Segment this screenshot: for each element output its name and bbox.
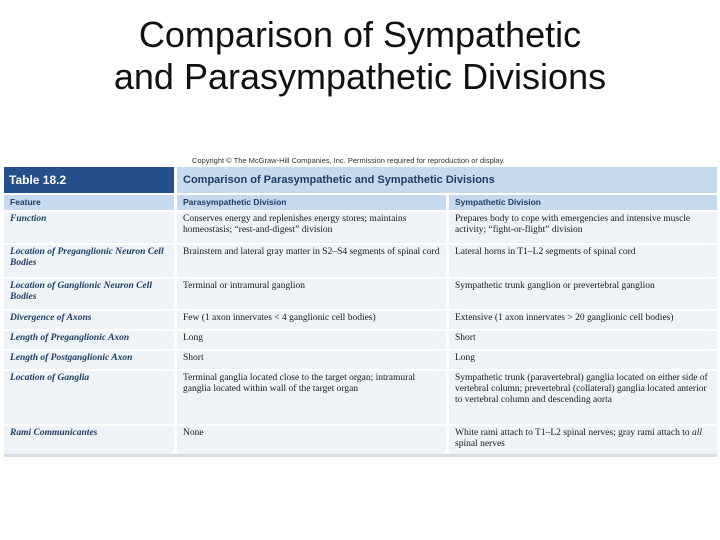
parasympathetic-cell: Brainstem and lateral gray matter in S2–S4 segments of spinal cord [174, 243, 446, 277]
sympathetic-cell: Sympathetic trunk (paravertebral) ganglia located on either side of vertebral column; prevertebral (collateral) ganglia located anterior to vertebral column and descending aorta [446, 369, 717, 424]
slide-title-line-1: Comparison of Sympathetic [138, 14, 582, 55]
table-body [4, 193, 717, 454]
feature-cell: Location of Ganglia [4, 369, 174, 424]
sympathetic-cell: Lateral horns in T1–L2 segments of spinal cord [446, 243, 717, 277]
sympathetic-cell: Short [446, 329, 717, 349]
table-row [4, 243, 717, 277]
table-row [4, 277, 717, 309]
table-banner [4, 167, 717, 193]
feature-cell: Length of Postganglionic Axon [4, 349, 174, 369]
comparison-table [4, 167, 717, 457]
sympathetic-cell: Extensive (1 axon innervates > 20 ganglionic cell bodies) [446, 309, 717, 329]
table-label: Table 18.2 [4, 167, 174, 193]
header-sympathetic: Sympathetic Division [446, 193, 717, 210]
table-row [4, 210, 717, 243]
header-parasympathetic: Parasympathetic Division [174, 193, 446, 210]
table-row [4, 369, 717, 424]
parasympathetic-cell: Long [174, 329, 446, 349]
parasympathetic-cell: Terminal or intramural ganglion [174, 277, 446, 309]
copyright-notice: Copyright © The McGraw-Hill Companies, Inc. Permission required for reproduction or display. [192, 156, 505, 165]
sympathetic-cell: Long [446, 349, 717, 369]
feature-cell: Divergence of Axons [4, 309, 174, 329]
feature-cell: Function [4, 210, 174, 243]
parasympathetic-cell: None [174, 424, 446, 454]
sympathetic-cell: Prepares body to cope with emergencies and intensive muscle activity; “fight-or-flight” division [446, 210, 717, 243]
header-feature: Feature [4, 193, 174, 210]
slide-title-line-2: and Parasympathetic Divisions [113, 56, 607, 97]
table-row [4, 329, 717, 349]
parasympathetic-cell: Short [174, 349, 446, 369]
parasympathetic-cell: Few (1 axon innervates < 4 ganglionic cell bodies) [174, 309, 446, 329]
table-caption: Comparison of Parasympathetic and Sympathetic Divisions [177, 167, 717, 193]
emphasis-all: all [691, 428, 703, 438]
feature-cell: Rami Communicantes [4, 424, 174, 454]
feature-cell: Location of Preganglionic Neuron Cell Bodies [4, 243, 174, 277]
table-row [4, 349, 717, 369]
parasympathetic-cell: Terminal ganglia located close to the target organ; intramural ganglia located within wall of the target organ [174, 369, 446, 424]
sympathetic-cell: White rami attach to T1–L2 spinal nerves; gray rami attach to all spinal nerves [446, 424, 717, 454]
table-row [4, 309, 717, 329]
table-header-row [4, 193, 717, 210]
slide-title [0, 14, 720, 98]
table-row [4, 424, 717, 454]
sympathetic-cell: Sympathetic trunk ganglion or prevertebral ganglion [446, 277, 717, 309]
feature-cell: Location of Ganglionic Neuron Cell Bodies [4, 277, 174, 309]
parasympathetic-cell: Conserves energy and replenishes energy stores; maintains homeostasis; “rest-and-digest” division [174, 210, 446, 243]
feature-cell: Length of Preganglionic Axon [4, 329, 174, 349]
